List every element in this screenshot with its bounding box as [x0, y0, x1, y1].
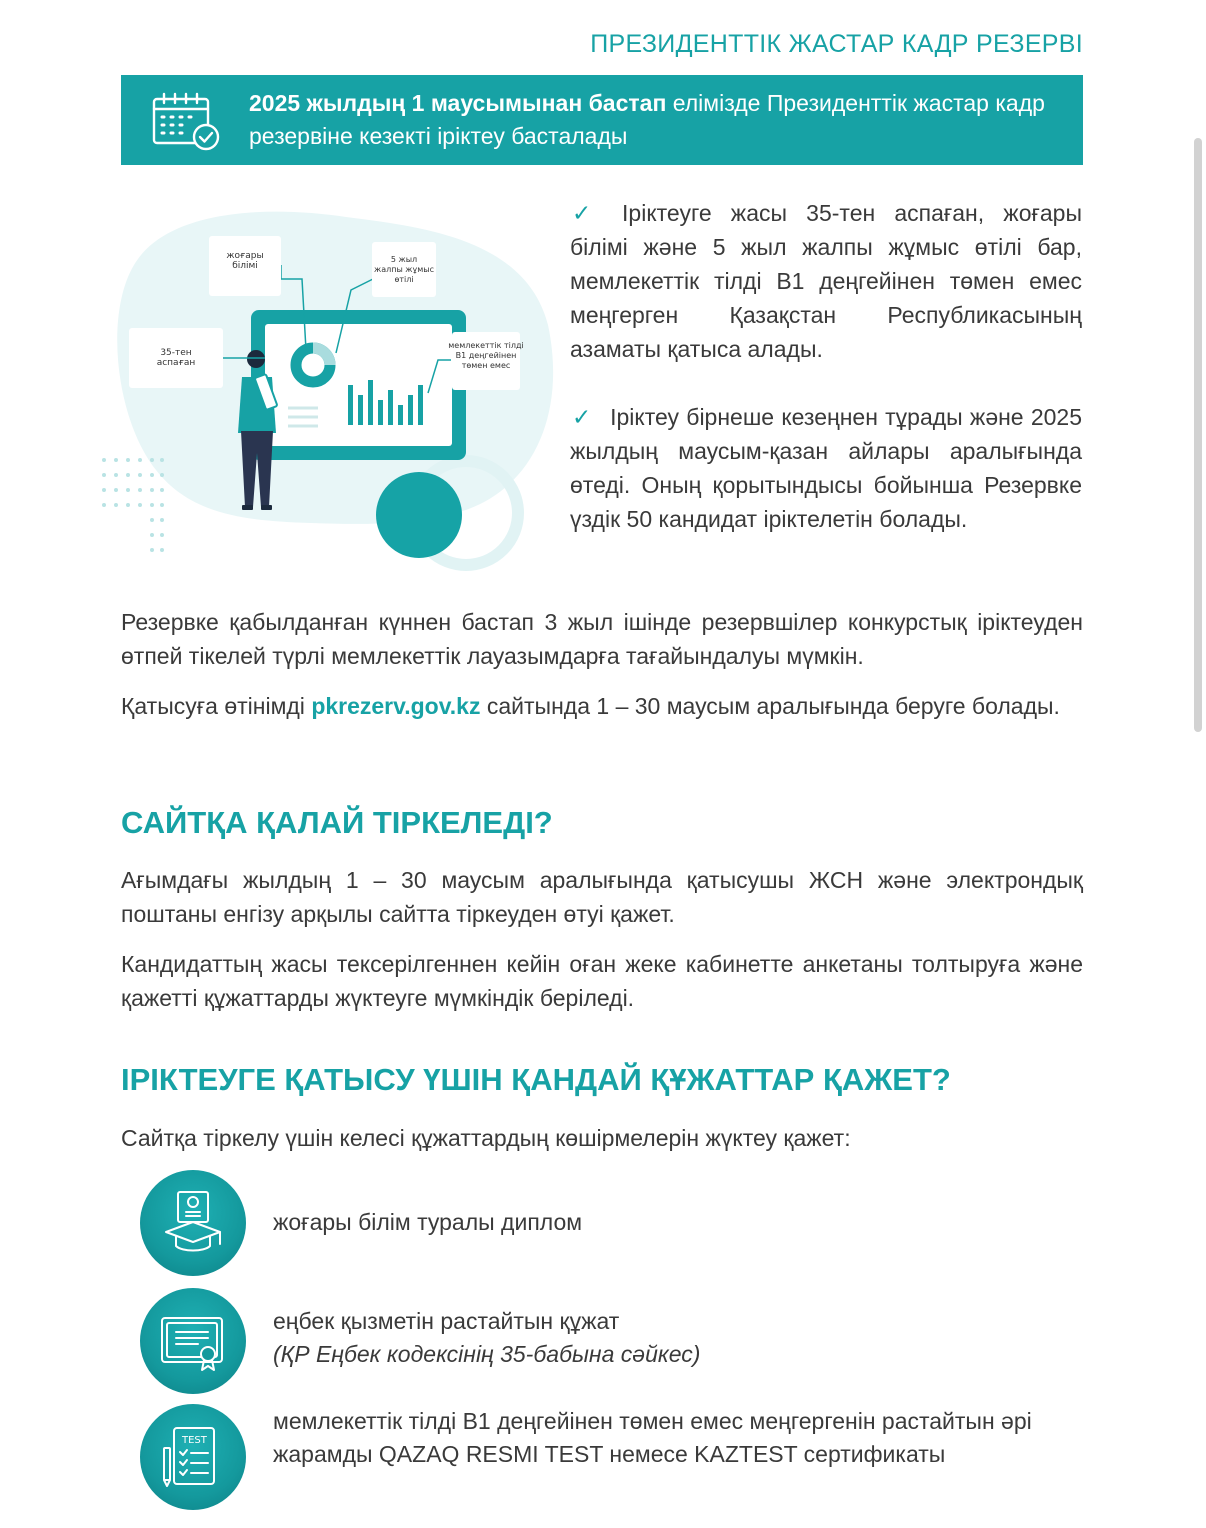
reserve-paragraph: Резервке қабылданған күннен бастап 3 жыл ішінде резервшілер конкурстық іріктеуден өтпей тікелей түрлі мемлекеттік лауазымдарға тағайындалуы мүмкін. [121, 609, 1083, 669]
certificate-icon [158, 1306, 228, 1376]
documents-heading: ІРІКТЕУГЕ ҚАТЫСУ ҮШІН ҚАНДАЙ ҚҰЖАТТАР ҚАЖЕТ? [121, 1062, 951, 1097]
label-experience: 5 жыл жалпы жұмыс өтілі [373, 255, 435, 284]
documents-intro: Сайтқа тіркелу үшін келесі құжаттардың көшірмелерін жүктеу қажет: [121, 1125, 851, 1151]
info-banner [121, 75, 1083, 165]
test-document-icon [158, 1422, 228, 1492]
document-text: мемлекеттік тілді В1 деңгейінен төмен емес меңгергенін растайтын әрі жарамды QAZAQ RESMI TEST немесе KAZTEST сертификаты [273, 1408, 1032, 1467]
document-text: жоғары білім туралы диплом [273, 1209, 583, 1235]
scrollbar[interactable] [1194, 138, 1202, 732]
document-text: еңбек қызметін растайтын құжат [273, 1308, 620, 1334]
register-heading: САЙТҚА ҚАЛАЙ ТІРКЕЛЕДІ? [121, 805, 553, 840]
dots-pattern [102, 458, 164, 552]
check-icon: ✓ [572, 200, 605, 226]
diploma-icon [158, 1188, 228, 1258]
register-paragraph-2: Кандидаттың жасы тексерілгеннен кейін оған жеке кабинетте анкетаны толтыруға және қажетті құжаттарды жүктеуге мүмкіндік беріледі. [121, 951, 1083, 1011]
check-icon: ✓ [572, 404, 593, 430]
document-note: (ҚР Еңбек кодексінің 35-бабына сәйкес) [273, 1341, 701, 1367]
apply-paragraph: Қатысуға өтінімді pkrezerv.gov.kz сайтында 1 – 30 маусым аралығында беруге болады. [121, 693, 1060, 719]
label-language: мемлекеттік тілді В1 деңгейінен төмен емес [448, 341, 524, 370]
requirement-check-age: ✓ Іріктеуге жасы 35-тен аспаған, жоғары білімі және 5 жыл жалпы жұмыс өтілі бар, мемлекеттік тілді В1 деңгейінен төмен емес меңгерген Қазақстан Республикасының азаматы қатыса алады. [570, 200, 1082, 362]
calendar-check-icon [151, 91, 223, 151]
label-age: 35-тен аспаған [156, 348, 196, 368]
website-link[interactable]: pkrezerv.gov.kz [311, 693, 481, 719]
banner-text: 2025 жылдың 1 маусымынан бастап елімізде Президенттік жастар кадр резервіне кезекті іріктеу басталады [249, 90, 1045, 149]
requirement-check-stages: ✓ Іріктеу бірнеше кезеңнен тұрады және 2025 жылдың маусым-қазан айлары аралығында өтеді. Оның қорытындысы бойынша Резервке үздік 50 кандидат іріктелетін болады. [570, 404, 1083, 532]
svg-text:TEST: TEST [182, 1435, 207, 1446]
page-title: ПРЕЗИДЕНТТІК ЖАСТАР КАДР РЕЗЕРВІ [590, 30, 1083, 58]
register-paragraph-1: Ағымдағы жылдың 1 – 30 маусым аралығында қатысушы ЖСН және электрондық поштаны енгізу арқылы сайтта тіркеуден өтуі қажет. [121, 867, 1083, 927]
label-education: жоғары білімі [226, 251, 264, 271]
requirements-illustration [96, 195, 556, 575]
monitor-screen [265, 324, 452, 446]
teal-ball [376, 472, 462, 558]
